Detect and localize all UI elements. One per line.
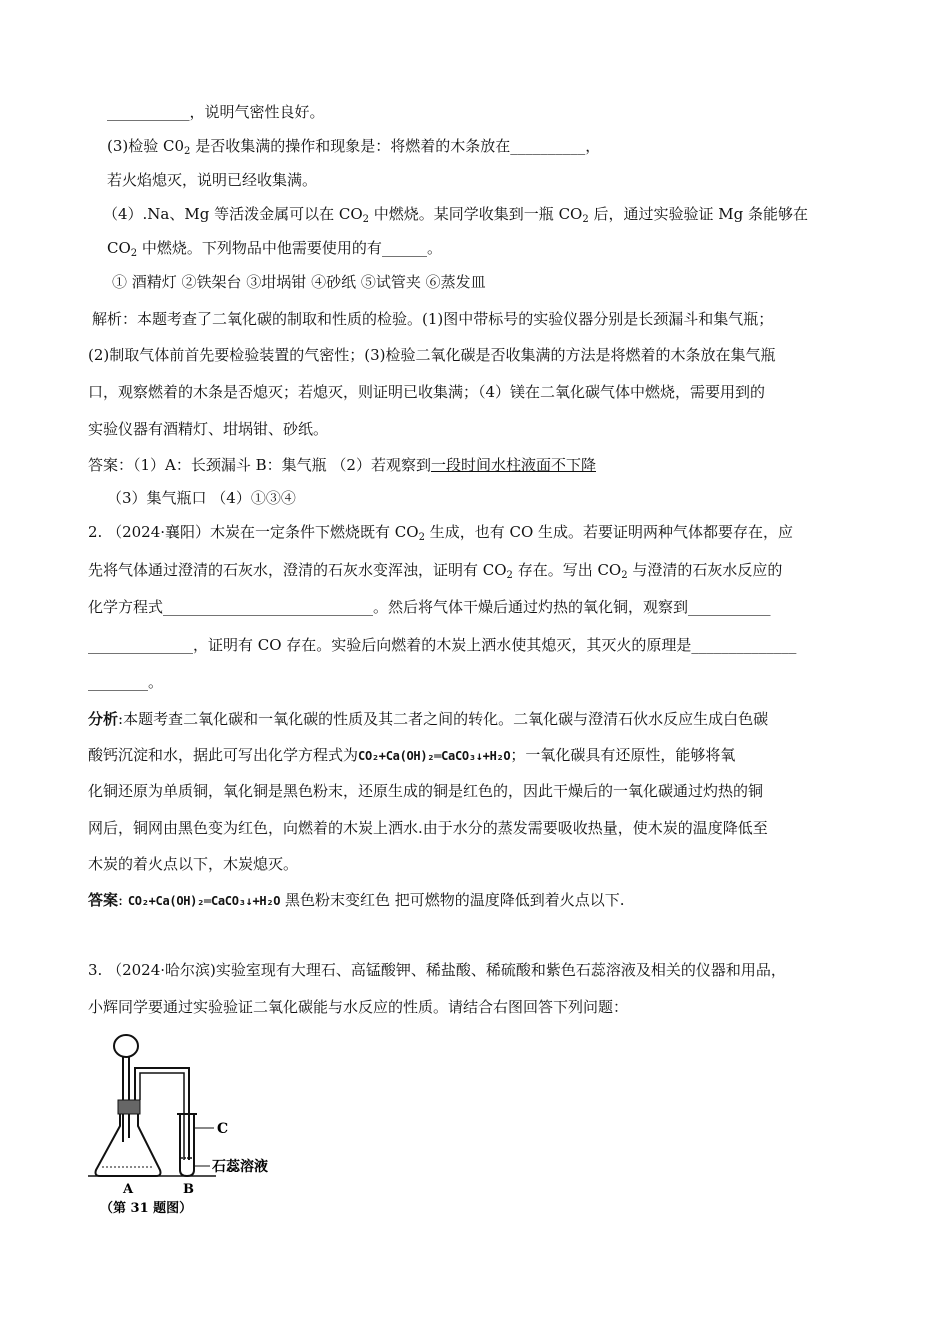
q2-line-3: 化学方程式____________________________。然后将气体干燥后通过灼热的氧化铜，观察到___________ <box>88 598 771 616</box>
q1-line-3: 若火焰熄灭，说明已经收集满。 <box>107 171 318 189</box>
blank: ___________ <box>688 598 771 616</box>
q1-options: ① 酒精灯 ②铁架台 ③坩埚钳 ④砂纸 ⑤试管夹 ⑥蒸发皿 <box>112 273 486 291</box>
blank: ______________ <box>691 636 797 654</box>
q1-analysis-line: 口，观察燃着的木条是否熄灭；若熄灭，则证明已收集满；（4）镁在二氧化碳气体中燃烧，需要用到的 <box>88 383 766 401</box>
q1-analysis-line: (2)制取气体前首先要检验装置的气密性；(3)检验二氧化碳是否收集满的方法是将燃着的木条放在集气瓶 <box>88 346 776 364</box>
label-b: B <box>183 1182 194 1197</box>
q1-line-2: (3)检验 $C0_2$ 是否收集满的操作和现象是：将燃着的木条放在__________， <box>107 137 601 157</box>
test-tube <box>180 1114 194 1176</box>
q2-analysis-line: 木炭的着火点以下，木炭熄灭。 <box>88 855 299 873</box>
blank: __________ <box>510 137 586 155</box>
q2-answer-line: 答案: CO₂+Ca(OH)₂═CaCO₃↓+H₂O 黑色粉末变红色 把可燃物的温度降低到着火点以下. <box>88 891 625 909</box>
q1-analysis-line: 解析：本题考查了二氧化碳的制取和性质的检验。(1)图中带标号的实验仪器分别是长颈漏斗和集气瓶； <box>92 310 774 328</box>
q3-line-2: 小辉同学要通过实验验证二氧化碳能与水反应的性质。请结合右图回答下列问题： <box>88 998 629 1016</box>
blank: ______ <box>381 239 427 257</box>
q2-analysis-line: 网后，铜网由黑色变为红色，向燃着的木炭上洒水.由于水分的蒸发需要吸收热量，使木炭的温度降低至 <box>88 819 768 837</box>
funnel-bulb <box>114 1035 138 1057</box>
q2-analysis-line: 分析:本题考查二氧化碳和一氧化碳的性质及其二者之间的转化。二氧化碳与澄清石伙水反应生成白色碳 <box>88 710 769 728</box>
blank: ___________ <box>107 103 190 121</box>
label-solution: 石蕊溶液 <box>212 1159 268 1175</box>
label-a: A <box>123 1182 134 1197</box>
q2-analysis-line: 化铜还原为单质铜，氧化铜是黑色粉末，还原生成的铜是红色的，因此干燥后的一氧化碳通过灼热的铜 <box>88 782 764 800</box>
q2-line-2: 先将气体通过澄清的石灰水，澄清的石灰水变浑浊，证明有 $CO_2$ 存在。写出 $CO_2$ 与澄清的石灰水反应的 <box>88 561 783 581</box>
q2-line-1: 2. （2024·襄阳）木炭在一定条件下燃烧既有 $CO_2$ 生成，也有 CO 生成。若要证明两种气体都要存在，应 <box>88 523 794 543</box>
q2-line-4: ______________，证明有 CO 存在。实验后向燃着的木炭上洒水使其熄灭，其灭火的原理是______________ <box>88 636 797 654</box>
apparatus-figure <box>88 1030 338 1220</box>
q3-line-1: 3. （2024·哈尔滨)实验室现有大理石、高锰酸钾、稀盐酸、稀硫酸和紫色石蕊溶液及相关的仪器和用品， <box>88 961 786 979</box>
blank: ______________ <box>88 636 193 654</box>
q1-line-1: ___________，说明气密性良好。 <box>107 103 325 121</box>
blank: ____________________________ <box>163 598 374 616</box>
q1-analysis-line: 实验仪器有酒精灯、坩埚钳、砂纸。 <box>88 420 329 438</box>
q1-line-5: $CO_2$ 中燃烧。下列物品中他需要使用的有______。 <box>107 239 442 259</box>
figure-caption: （第 31 题图） <box>100 1201 193 1216</box>
stopper <box>118 1100 140 1114</box>
q1-answer-line-1: 答案：（1）A：长颈漏斗 B：集气瓶 （2）若观察到一段时间水柱液面不下降 <box>88 456 596 474</box>
blank: ________ <box>88 673 148 691</box>
q1-line-4: （4）.Na、Mg 等活泼金属可以在 $CO_2$ 中燃烧。某同学收集到一瓶 $CO_2$ 后，通过实验验证 Mg 条能够在 <box>103 205 808 225</box>
q1-answer-line-2: （3）集气瓶口 （4）①③④ <box>107 489 296 507</box>
q2-line-5: ________。 <box>88 673 164 691</box>
label-c: C <box>217 1121 229 1137</box>
chemical-equation: CO₂+Ca(OH)₂═CaCO₃↓+H₂O <box>358 749 511 763</box>
q2-analysis-line: 酸钙沉淀和水，据此可写出化学方程式为CO₂+Ca(OH)₂═CaCO₃↓+H₂O；一氧化碳具有还原性，能够将氧 <box>88 746 736 764</box>
chemical-equation: CO₂+Ca(OH)₂═CaCO₃↓+H₂O <box>127 894 281 908</box>
